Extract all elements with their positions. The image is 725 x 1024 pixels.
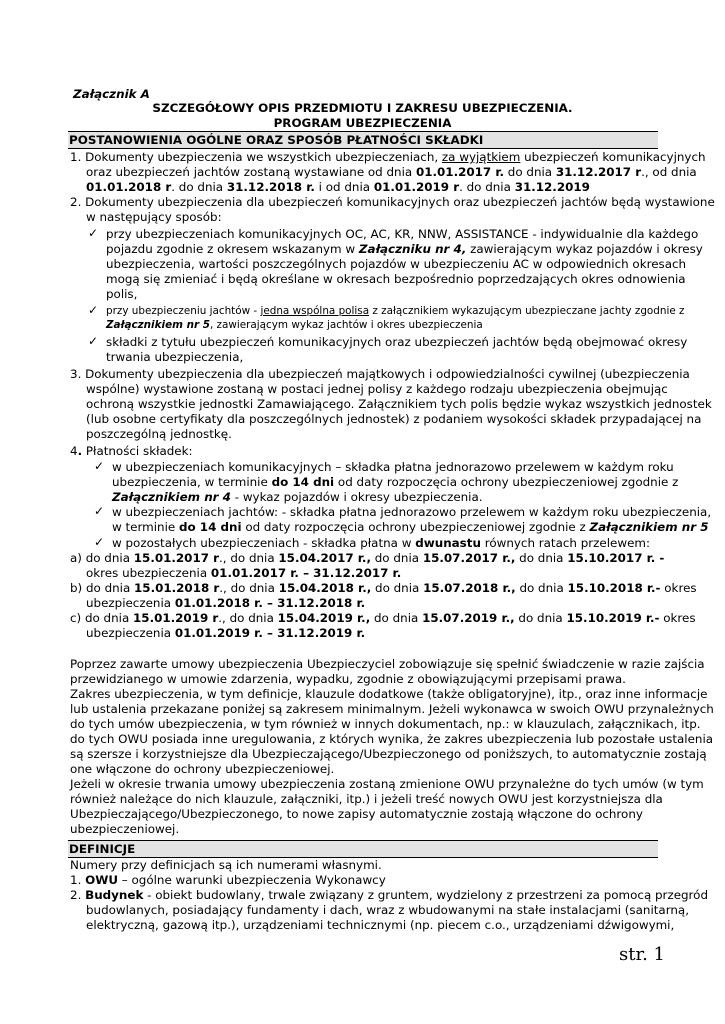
checkmark-icon: ✓ [94,459,105,473]
definition-budynek-line-3: elektryczną, gazową itp.), urządzeniami technicznymi (np. piecem c.o., urządzeniami dźwigowymi, [86,918,675,932]
paragraph-3-line-1: 3. Dokumenty ubezpieczenia dla ubezpieczeń majątkowych i odpowiedzialności cywilnej (ubezpieczenia [70,367,690,381]
check1-line-5: polis, [106,287,138,301]
body-line: ubezpieczeniowej. [70,822,180,836]
checkmark-icon: ✓ [94,535,105,549]
section-heading-general [68,131,658,149]
document-subtitle: PROGRAM UBEZPIECZENIA [273,116,452,130]
checkmark-icon: ✓ [88,334,99,348]
paragraph-2-line-1: 2. Dokumenty ubezpieczenia dla ubezpieczeń komunikacyjnych oraz ubezpieczeń jachtów będą wystawione [70,195,715,209]
payment-2-line-1: w ubezpieczeniach jachtów: - składka płatna jednorazowo przelewem w każdym roku ubezpieczenia, [112,505,712,519]
paragraph-1-line-2: oraz ubezpieczeń jachtów zostaną wystawiane od dnia 01.01.2017 r. do dnia 31.12.2017 r., od dnia [86,165,697,179]
installment-a-line-1: a) do dnia 15.01.2017 r., do dnia 15.04.2017 r., do dnia 15.07.2017 r., do dnia 15.10.2017 r. - [70,551,665,565]
paragraph-1-line-3: 01.01.2018 r. do dnia 31.12.2018 r. i od dnia 01.01.2019 r. do dnia 31.12.2019 [86,180,590,194]
body-line: Poprzez zawarte umowy ubezpieczenia Ubezpieczyciel zobowiązuje się spełnić świadczenie w razie zajścia [70,657,705,671]
check2-line-1: przy ubezpieczeniu jachtów - jedna wspólna polisa z załącznikiem wykazującym ubezpieczane jachty zgodnie z [106,305,685,317]
payment-1-line-3: Załącznikiem nr 4 - wykaz pojazdów i okresy ubezpieczenia. [112,490,483,504]
paragraph-3-line-5: poszczególną jednostkę. [86,427,232,441]
body-line: do tych OWU posiada inne uregulowania, z których wynika, że zakres ubezpieczenia lub pozostałe ustalenia [70,732,714,746]
check1-line-3: ubezpieczenia, wartości poszczególnych pojazdów w ubezpieczeniu AC w odpowiednich okresach [106,257,687,271]
checkmark-icon: ✓ [88,303,99,317]
payment-2-line-2: w terminie do 14 dni od daty rozpoczęcia ochrony ubezpieczeniowej zgodnie z Załącznikiem nr 5 [112,520,709,534]
installment-b-line-2: ubezpieczenia 01.01.2018 r. – 31.12.2018 r. [86,596,366,610]
installment-a-line-2: okres ubezpieczenia 01.01.2017 r. – 31.12.2017 r. [86,566,402,580]
body-line: Zakres ubezpieczenia, w tym definicje, klauzule dodatkowe (także obligatoryjne), itp., oraz inne informacje [70,687,708,701]
paragraph-2-line-2: w następujący sposób: [86,210,222,224]
body-line: Jeżeli w okresie trwania umowy ubezpieczenia zostaną zmienione OWU przynależne do tych umów (w tym [70,777,704,791]
payment-1-line-2: ubezpieczenia, w terminie do 14 dni od daty rozpoczęcia ochrony ubezpieczeniowej zgodnie z [112,475,679,489]
body-line: przewidzianego w umowie zdarzenia, wypadku, zgodnie z obowiązującymi przepisami prawa. [70,672,626,686]
paragraph-4-label: 4. Płatności składek: [70,444,193,458]
definitions-intro: Numery przy definicjach są ich numerami własnymi. [70,858,382,872]
check1-line-1: przy ubezpieczeniach komunikacyjnych OC, AC, KR, NNW, ASSISTANCE - indywidualnie dla każdego [106,227,699,241]
body-line: również należące do nich klauzule, załączniki, itp.) i jeżeli treść nowych OWU jest korzystniejsza dla [70,792,663,806]
body-line: lub ustalenia przekazane poniżej są zakresem minimalnym. Jeżeli wykonawca w swoich OWU przynależnych [70,702,714,716]
section-heading-text: DEFINICJE [69,842,136,856]
paragraph-1-line-1: 1. Dokumenty ubezpieczenia we wszystkich ubezpieczeniach, za wyjątkiem ubezpieczeń komunikacyjnych [70,150,706,164]
page-number: str. 1 [619,944,665,965]
definition-budynek-line-1: 2. Budynek - obiekt budowlany, trwale związany z gruntem, wydzielony z przestrzeni za pomocą przegród [70,888,709,902]
body-line: Ubezpieczającego/Ubezpieczonego, to nowe zapisy automatycznie zostają włączone do ochrony [70,807,643,821]
section-heading-text: POSTANOWIENIA OGÓLNE ORAZ SPOSÓB PŁATNOŚCI SKŁADKI [69,133,484,147]
checkmark-icon: ✓ [88,226,99,240]
payment-1-line-1: w ubezpieczeniach komunikacyjnych – składka płatna jednorazowo przelewem w każdym roku [112,460,674,474]
definition-budynek-line-2: budowlanych, posiadający fundamenty i dach, wraz z wbudowanymi na stałe instalacjami (sanitarną, [86,903,689,917]
payment-3-line: w pozostałych ubezpieczeniach - składka płatna w dwunastu równych ratach przelewem: [112,536,650,550]
paragraph-3-line-4: (lub osobne certyfikaty dla poszczególnych jednostek) z podaniem wysokości składek przypadającej na [86,412,702,426]
check1-line-4: mogą się zmieniać i będą określane w okresach bezpośrednio poprzedzających okres odnowienia [106,272,686,286]
document-title: SZCZEGÓŁOWY OPIS PRZEDMIOTU I ZAKRESU UBEZPIECZENIA. [152,101,573,115]
installment-b-line-1: b) do dnia 15.01.2018 r., do dnia 15.04.2018 r., do dnia 15.07.2018 r., do dnia 15.10.2018 r.- okres [70,581,697,595]
installment-c-line-2: ubezpieczenia 01.01.2019 r. – 31.12.2019 r. [86,626,366,640]
checkmark-icon: ✓ [94,504,105,518]
check2-line-2: Załącznikiem nr 5, zawierającym wykaz jachtów i okres ubezpieczenia [106,319,483,331]
attachment-label: Załącznik A [73,87,150,101]
paragraph-3-line-2: wspólne) wystawione zostaną w postaci jednej polisy z każdego rodzaju ubezpieczenia obejmując [86,382,668,396]
definition-owu: 1. OWU – ogólne warunki ubezpieczenia Wykonawcy [70,873,386,887]
check3-line-1: składki z tytułu ubezpieczeń komunikacyjnych oraz ubezpieczeń jachtów będą obejmować okresy [106,335,688,349]
check1-line-2: pojazdu zgodnie z okresem wskazanym w Załączniku nr 4, zawierającym wykaz pojazdów i okresy [106,242,703,256]
body-line: są szersze i korzystniejsze dla Ubezpieczającego/Ubezpieczonego od poniższych, to automatycznie zostają [70,747,707,761]
installment-c-line-1: c) do dnia 15.01.2019 r., do dnia 15.04.2019 r., do dnia 15.07.2019 r., do dnia 15.10.2019 r.- okres [70,611,696,625]
section-heading-definitions [68,840,658,858]
body-line: do tych umów ubezpieczenia, w tym również w innych dokumentach, np.: w klauzulach, załącznikach, itp. [70,717,701,731]
body-line: one włączone do ochrony ubezpieczeniowej. [70,762,335,776]
check3-line-2: trwania ubezpieczenia, [106,350,244,364]
paragraph-3-line-3: ochroną wszystkie jednostki Zamawiającego. Załącznikiem tych polis będzie wykaz wszystkich jednostek [86,397,712,411]
